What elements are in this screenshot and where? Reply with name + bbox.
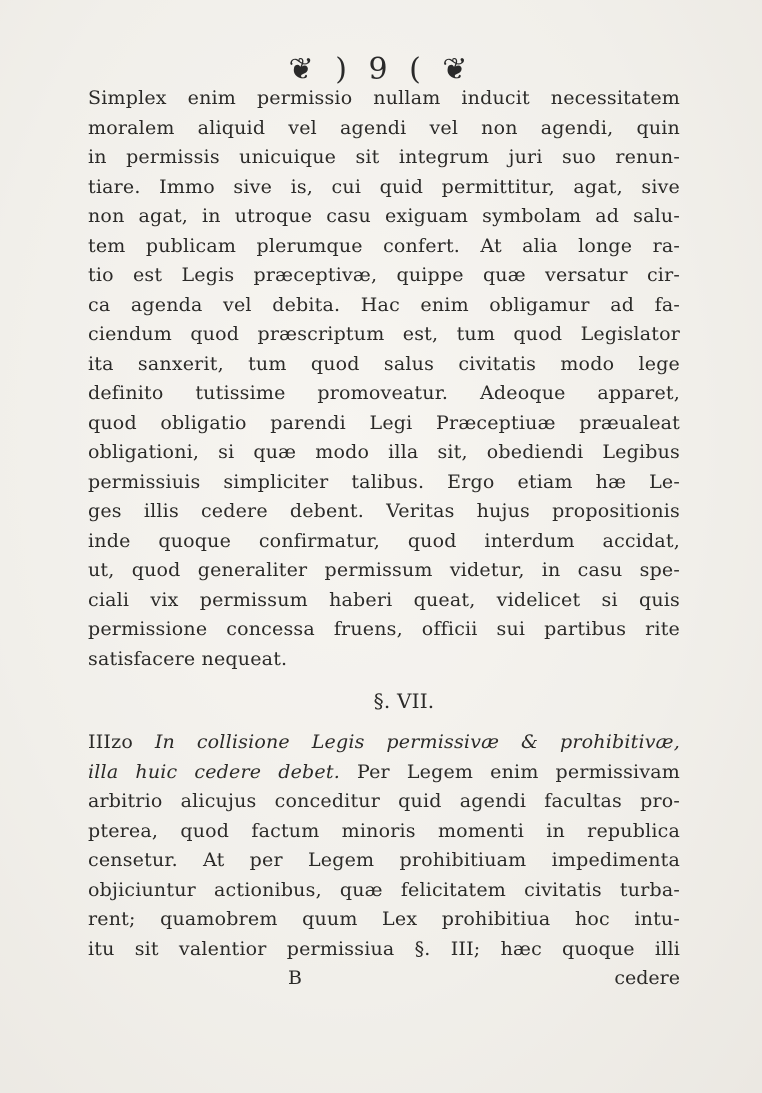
- text-line: inde quoque confirmatur, quod interdum accidat,: [88, 529, 680, 552]
- text-line: ciali vix permissum haberi queat, videlicet si quis: [88, 588, 680, 611]
- text-line: ita sanxerit, tum quod salus civitatis modo lege: [88, 352, 680, 375]
- page-footer: [88, 964, 680, 994]
- catchword: cedere: [614, 967, 680, 989]
- text-line: moralem aliquid vel agendi vel non agendi, quin: [88, 116, 680, 139]
- text-line: ciendum quod præscriptum est, tum quod Legislator: [88, 323, 680, 345]
- text-line-mixed: [88, 728, 680, 758]
- text-line: permissiuis simpliciter talibus. Ergo etiam hæ Le-: [88, 470, 680, 493]
- italic-thesis: In collisione Legis permissivæ & prohibitivæ,: [154, 731, 680, 753]
- paragraph-1: [88, 84, 680, 674]
- text-span: Per Legem enim permissivam: [339, 760, 680, 783]
- text-line: definito tutissime promoveatur. Adeoque apparet,: [88, 382, 680, 404]
- text-line: in permissis unicuique sit integrum juri suo renun-: [88, 146, 680, 168]
- text-line: ges illis cedere debent. Veritas hujus propositionis: [88, 500, 680, 522]
- text-line: tem publicam plerumque confert. At alia longe ra-: [88, 234, 680, 257]
- page-number-header: ❦ ) 9 ( ❦: [288, 52, 474, 87]
- text-line: arbitrio alicujus conceditur quid agendi facultas pro-: [88, 790, 680, 812]
- text-line: ca agenda vel debita. Hac enim obligamur ad fa-: [88, 293, 680, 316]
- text-line: tiare. Immo sive is, cui quid permittitur, agat, sive: [88, 175, 680, 198]
- paragraph-2: [88, 728, 680, 964]
- text-line: rent; quamobrem quum Lex prohibitiua hoc intu-: [88, 908, 680, 930]
- text-line: obligationi, si quæ modo illa sit, obediendi Legibus: [88, 441, 680, 463]
- section-heading: §. VII.: [373, 689, 435, 713]
- text-line: tio est Legis præceptivæ, quippe quæ versatur cir-: [88, 264, 680, 286]
- text-line: ut, quod generaliter permissum videtur, in casu spe-: [88, 559, 680, 581]
- text-line: censetur. At per Legem prohibitiuam impedimenta: [88, 849, 680, 871]
- text-line: non agat, in utroque casu exiguam symbolam ad salu-: [88, 205, 680, 227]
- text-line: quod obligatio parendi Legi Præceptiuæ præualeat: [88, 411, 680, 434]
- text-line: objiciuntur actionibus, quæ felicitatem civitatis turba-: [88, 878, 680, 901]
- ordinal-marker: IIIzo: [88, 731, 133, 753]
- text-line: satisfacere nequeat.: [88, 647, 288, 670]
- text-line: Simplex enim permissio nullam inducit necessitatem: [88, 87, 680, 109]
- text-line: itu sit valentior permissiua §. III; hæc quoque illi: [88, 937, 680, 960]
- italic-thesis-end: illa huic cedere debet.: [88, 760, 340, 783]
- text-line: permissione concessa fruens, officii sui partibus rite: [88, 618, 680, 640]
- text-line: pterea, quod factum minoris momenti in republica: [88, 819, 680, 842]
- text-line-mixed: [88, 758, 680, 788]
- text-block: [88, 84, 680, 994]
- signature-mark: B: [288, 967, 302, 989]
